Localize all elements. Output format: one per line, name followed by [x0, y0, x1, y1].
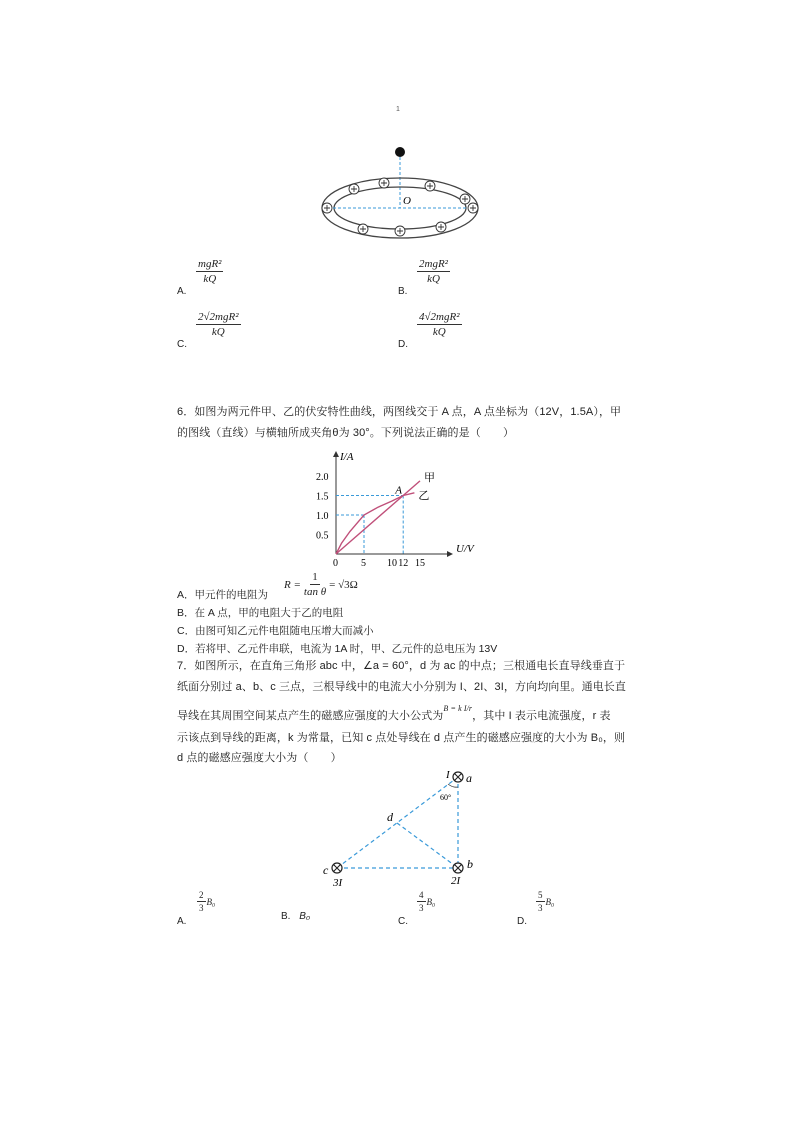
- q7-option-c[interactable]: C.: [398, 916, 408, 927]
- series-label-jia: 甲: [424, 471, 435, 484]
- label-b: b: [467, 857, 473, 871]
- plus-charge-icon: [395, 226, 405, 236]
- q6-option-a[interactable]: A．甲元件的电阻为: [177, 589, 269, 601]
- q5-option-b[interactable]: B.: [398, 286, 408, 297]
- x-tick-label: 10: [387, 558, 397, 569]
- q7-option-a-formula: $\frac{2}{3}$ B₀: [199, 890, 216, 913]
- current-a: I: [446, 769, 450, 781]
- q6-option-c[interactable]: C．由图可知乙元件电阻随电压增大而减小: [177, 625, 374, 637]
- triangle-figure: [315, 766, 485, 890]
- x-tick-label: 5: [361, 558, 366, 569]
- label-c: c: [323, 863, 329, 877]
- label-a: a: [466, 771, 472, 785]
- q5-option-c-formula: 2√2mgR² kQ: [198, 311, 239, 338]
- side-ac: [337, 777, 458, 868]
- q5-option-d[interactable]: D.: [398, 339, 408, 350]
- x-tick-label: 0: [333, 558, 338, 569]
- q7-option-c-formula: $\frac{4}{3}$ B₀: [419, 890, 436, 913]
- q5-option-d-formula: 4√2mgR² kQ: [419, 311, 460, 338]
- y-tick-label: 1.5: [316, 491, 329, 503]
- charged-ball: [395, 147, 405, 157]
- q6-line-2: 的图线（直线）与横轴所成夹角θ为 30°。下列说法正确的是（ ）: [177, 427, 515, 439]
- q7-line-4: 示该点到导线的距离，k 为常量，已知 c 点处导线在 d 点产生的磁感应强度的大小为 B₀，则: [177, 732, 626, 744]
- x-tick-label: 12: [398, 558, 409, 569]
- iv-chart: [300, 448, 500, 574]
- wire-c-icon: [332, 863, 342, 873]
- current-b: 2I: [451, 875, 461, 887]
- plus-charge-icon: [358, 224, 368, 234]
- charged-ring-figure: [310, 140, 490, 245]
- label-d: d: [387, 810, 393, 824]
- q7-line-1: 7．如图所示，在直角三角形 abc 中，∠a = 60°，d 为 ac 的中点；三根通电长直导线垂直于: [177, 660, 626, 672]
- y-tick-label: 1.0: [316, 511, 329, 522]
- plus-charge-icon: [322, 203, 332, 213]
- plus-charge-icon: [460, 194, 470, 204]
- plus-charge-icon: [425, 181, 435, 191]
- y-tick-label: 0.5: [316, 530, 329, 542]
- q6-option-a-formula: R = $\frac{1}{\text{tan θ}}$ = √3Ω: [284, 571, 358, 598]
- plus-charge-icon: [436, 222, 446, 232]
- y-tick-label: 2.0: [316, 472, 329, 483]
- x-axis-label: U/V: [456, 543, 474, 555]
- angle-label: 60°: [440, 793, 452, 802]
- q5-option-a[interactable]: A.: [177, 286, 187, 297]
- wire-b-icon: [453, 863, 463, 873]
- q7-option-d-formula: $\frac{5}{3}$ B₀: [538, 890, 555, 913]
- page-number: 1: [396, 106, 400, 113]
- plus-charge-icon: [468, 203, 478, 213]
- plus-charge-icon: [379, 178, 389, 188]
- q7-option-d[interactable]: D.: [517, 916, 527, 927]
- q6-option-d[interactable]: D．若将甲、乙元件串联，电流为 1A 时，甲、乙元件的总电压为 13V: [177, 643, 498, 655]
- current-c: 3I: [333, 877, 343, 889]
- q5-option-a-formula: mgR² kQ: [198, 258, 222, 285]
- series-label-yi: 乙: [418, 489, 430, 502]
- q7-line-3: 导线在其周围空间某点产生的磁感应强度的大小公式为$^{B = k I/r}$，其中 I 表示电流强度，r 表: [177, 704, 611, 722]
- y-axis-label: I/A: [340, 451, 354, 463]
- q7-option-a[interactable]: A.: [177, 916, 187, 927]
- point-a-label: A: [395, 484, 402, 497]
- series-line-jia: [336, 481, 420, 554]
- q7-field-formula: B = k I/r: [443, 704, 473, 713]
- x-tick-label: 15: [415, 558, 425, 569]
- angle-arc: [448, 784, 458, 787]
- q7-line-2: 纸面分别过 a、b、c 三点，三根导线中的电流大小分别为 I、2I、3I，方向均向里。通电长直: [177, 681, 627, 693]
- q5-option-b-formula: 2mgR² kQ: [419, 258, 448, 285]
- q6-line-1: 6．如图为两元件甲、乙的伏安特性曲线，两图线交于 A 点，A 点坐标为（12V，1.5A），甲: [177, 406, 622, 418]
- q5-option-c[interactable]: C.: [177, 339, 187, 350]
- plus-charge-icon: [349, 184, 359, 194]
- center-label-o: O: [403, 195, 411, 207]
- segment-db: [397, 823, 458, 868]
- q7-line-5: d 点的磁感应强度大小为（ ）: [177, 752, 342, 764]
- q6-option-b[interactable]: B．在 A 点，甲的电阻大于乙的电阻: [177, 607, 344, 619]
- q7-option-b[interactable]: B. B₀: [281, 911, 311, 922]
- series-line-yi: [336, 493, 414, 554]
- wire-a-icon: [453, 772, 463, 782]
